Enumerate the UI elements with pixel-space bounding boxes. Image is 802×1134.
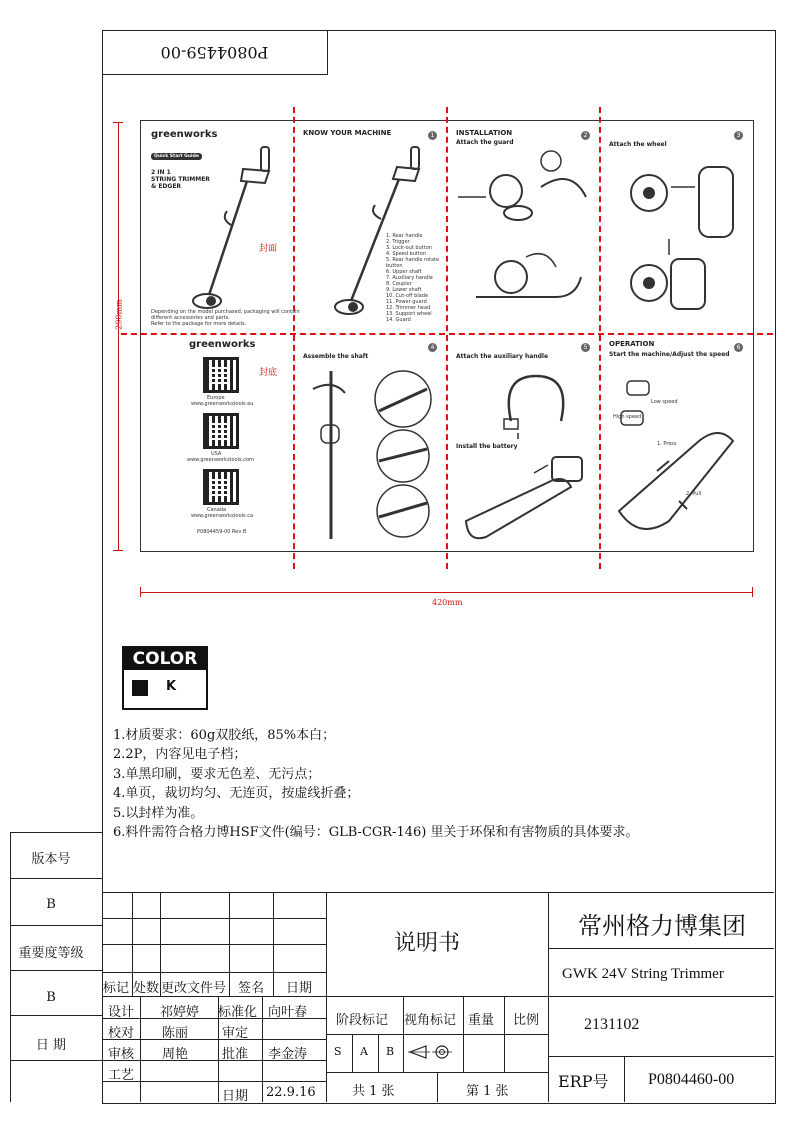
- part-code: P0804459-00: [160, 43, 269, 62]
- tb-top-line: [102, 892, 774, 893]
- product-line-2: STRING TRIMMER: [151, 176, 210, 183]
- part-12: 12. Trimmer head: [386, 305, 431, 311]
- auxiliary-handle-illustration: [456, 361, 591, 441]
- std-name: 向叶春: [268, 1005, 308, 1020]
- part-9: 9. Lower shaft: [386, 287, 422, 293]
- std-label: 标准化: [218, 1005, 258, 1020]
- tb-sign-line-2: [102, 1039, 326, 1040]
- parts-list: [386, 233, 446, 323]
- operation-illustration: [609, 371, 744, 541]
- review-label: 审定: [222, 1026, 249, 1041]
- tb-sign-line-4: [102, 1081, 326, 1082]
- company-name: 常州格力博集团: [578, 912, 746, 940]
- press-label: 1. Press: [657, 441, 677, 447]
- url-europe: www.greenworkstools.eu: [191, 401, 254, 407]
- panel-4-number: 4: [428, 343, 437, 352]
- tb-v-273: [273, 892, 274, 996]
- color-title: COLOR: [124, 648, 206, 670]
- tb-right-line-2: [548, 1056, 774, 1057]
- high-speed-label: High speed: [613, 414, 642, 420]
- url-canada: www.greenworkstools.ca: [191, 513, 254, 519]
- part-10: 10. Cut-off blade: [386, 293, 429, 299]
- install-battery-illustration: [456, 451, 591, 541]
- region-europe: Europe: [207, 395, 225, 401]
- hdr-count: 处数: [133, 981, 160, 996]
- version-label: 版本号: [31, 852, 71, 867]
- dim-tick-bottom: [113, 550, 123, 551]
- stage-label: 阶段标记: [336, 1013, 389, 1028]
- brand-logo: greenworks: [151, 129, 218, 140]
- design-label: 设计: [108, 1005, 135, 1020]
- dim-tick-top: [113, 122, 123, 123]
- width-dimension: 420mm: [432, 598, 463, 607]
- hdr-date: 日期: [286, 981, 313, 996]
- tb-right-line-1: [548, 948, 774, 949]
- product-name: GWK 24V String Trimmer: [562, 966, 724, 982]
- version-value: B: [46, 897, 56, 912]
- fold-line-3: [599, 107, 601, 569]
- stage-mark-s: S: [334, 1045, 342, 1058]
- part-1: 1. Rear handle: [386, 233, 423, 239]
- color-swatch: [132, 680, 148, 696]
- approve-name: 李金涛: [268, 1047, 308, 1062]
- panel-2-number: 2: [581, 131, 590, 140]
- attach-guard-illustration: [456, 147, 591, 327]
- qr-code-canada: [203, 469, 239, 505]
- sheet-number: 第 1 张: [466, 1084, 509, 1099]
- stage-mark-b: B: [386, 1045, 395, 1058]
- back-brand-logo: greenworks: [189, 339, 256, 350]
- note-4: 4.单页，裁切均匀、无连页，按虚线折叠；: [113, 786, 360, 802]
- tb-v-437: [437, 1072, 438, 1102]
- note-5: 5.以封样为准。: [113, 805, 204, 821]
- doc-title: 说明书: [394, 931, 461, 956]
- hdr-change-doc: 更改文件号: [161, 981, 227, 996]
- qr-code-europe: [203, 357, 239, 393]
- scale-label: 比例: [513, 1013, 540, 1028]
- tb-v-352: [352, 1034, 353, 1072]
- panel-1-title: KNOW YOUR MACHINE: [303, 129, 392, 137]
- note-6: 6.料件需符合格力博HSF文件(编号：GLB-CGR-146) 里关于环保和有害物质的具体要求。: [113, 825, 639, 841]
- part-code-box: [102, 30, 328, 75]
- part-13: 13. Support wheel: [386, 311, 432, 317]
- tb-v-140: [140, 996, 141, 1102]
- note-2: 2.2P，内容见电子档；: [113, 747, 247, 763]
- hdr-sign: 签名: [238, 981, 265, 996]
- dim-tick-right: [752, 587, 753, 597]
- disclaimer-line-3: Refer to the package for more details.: [151, 321, 247, 327]
- disclaimer-line-1: Depending on the model purchased, packaging will contain: [151, 309, 300, 315]
- part-8: 8. Coupler: [386, 281, 412, 287]
- total-sheets: 共 1 张: [352, 1084, 395, 1099]
- assemble-shaft-illustration: [303, 361, 438, 541]
- back-label: 封底: [259, 368, 278, 378]
- left-line-5: [10, 1015, 102, 1016]
- left-line-4: [10, 970, 102, 971]
- tb-v-378: [378, 1034, 379, 1072]
- tb-v-548: [548, 892, 549, 1102]
- low-speed-label: Low speed: [651, 399, 678, 405]
- height-dimension-line: [118, 122, 119, 550]
- disclaimer-line-2: different accessories and parts.: [151, 315, 230, 321]
- dim-tick-left: [140, 587, 141, 597]
- weight-label: 重量: [468, 1013, 495, 1028]
- approve-label: 批准: [222, 1047, 249, 1062]
- panel-2-title: INSTALLATION: [456, 129, 513, 137]
- panel-2-subtitle: Attach the guard: [456, 139, 514, 146]
- color-spec-box: [122, 646, 208, 710]
- panel-3-number: 3: [734, 131, 743, 140]
- height-dimension: 290mm: [114, 299, 124, 330]
- width-dimension-line: [140, 592, 752, 593]
- tb-line-996: [102, 996, 774, 997]
- date-value: 22.9.16: [266, 1085, 316, 1100]
- check-label: 校对: [108, 1026, 135, 1041]
- panel-1-number: 1: [428, 131, 437, 140]
- url-usa: www.greenworkstools.com: [187, 457, 254, 463]
- color-value: K: [166, 679, 177, 694]
- note-1: 1.材质要求：60g双胶纸，85%本白；: [113, 728, 336, 743]
- stage-mark-a: A: [360, 1045, 368, 1058]
- region-usa: USA: [211, 451, 222, 457]
- projection-symbol-icon: [408, 1042, 462, 1062]
- panel-5-number: 5: [581, 343, 590, 352]
- note-3: 3.单黑印刷，要求无色差、无污点；: [113, 766, 321, 782]
- left-line-6: [10, 1060, 102, 1061]
- erp-label: ERP号: [558, 1072, 609, 1091]
- audit-label: 审核: [108, 1047, 135, 1062]
- part-3: 3. Lock-out button: [386, 245, 432, 251]
- back-code: P0804459-00 Rev B: [197, 529, 247, 535]
- craft-label: 工艺: [108, 1068, 135, 1083]
- product-line-3: & EDGER: [151, 183, 182, 190]
- part-4: 4. Speed button: [386, 251, 427, 257]
- requirements-notes: [113, 726, 638, 842]
- date-label-left: 日 期: [35, 1038, 67, 1053]
- tb-v-262: [262, 996, 263, 1102]
- attach-wheel-illustration: [609, 147, 744, 327]
- tb-v-624: [624, 1056, 625, 1102]
- fold-line-horizontal: [121, 333, 773, 335]
- part-2: 2. Trigger: [386, 239, 410, 245]
- pull-label: 2. Pull: [686, 491, 702, 497]
- part-6: 6. Upper shaft: [386, 269, 422, 275]
- date-label: 日期: [222, 1089, 249, 1104]
- tb-v-326: [326, 892, 327, 1102]
- panel-6-title: OPERATION: [609, 340, 655, 348]
- cover-label: 封面: [259, 244, 278, 254]
- panel-5-subtitle: Attach the auxiliary handle: [456, 353, 549, 360]
- left-line-3: [10, 925, 102, 926]
- left-line-2: [10, 878, 102, 879]
- trimmer-illustration-cover: [181, 135, 271, 315]
- design-name: 祁婷婷: [160, 1005, 200, 1020]
- panel-6-number: 6: [734, 343, 743, 352]
- left-column-border: [10, 832, 11, 1102]
- erp-value: P0804460-00: [648, 1071, 735, 1088]
- manual-layout-sheet: [140, 120, 754, 552]
- tb-rev-line-3: [102, 972, 326, 973]
- region-canada: Canada: [207, 507, 227, 513]
- part-number: 2131102: [584, 1016, 640, 1033]
- tb-rev-line-1: [102, 918, 326, 919]
- tb-mid-line-1: [326, 1034, 548, 1035]
- part-7: 7. Auxiliary handle: [386, 275, 433, 281]
- tb-v-229: [229, 892, 230, 996]
- qr-code-usa: [203, 413, 239, 449]
- fold-line-1: [293, 107, 295, 569]
- quick-start-badge: Quick Start Guide: [151, 153, 202, 160]
- product-line-1: 2 IN 1: [151, 169, 171, 176]
- importance-value: B: [46, 990, 56, 1005]
- audit-name: 周艳: [162, 1047, 189, 1062]
- tb-rev-line-2: [102, 944, 326, 945]
- left-line-1: [10, 832, 102, 833]
- panel-4-subtitle: Assemble the shaft: [303, 353, 369, 360]
- panel-6-subtitle: Start the machine/Adjust the speed: [609, 351, 730, 358]
- part-5: 5. Rear handle rotate button: [386, 257, 440, 269]
- hdr-mark: 标记: [103, 981, 130, 996]
- view-label: 视角标记: [404, 1013, 457, 1028]
- panel-3-subtitle: Attach the wheel: [609, 141, 667, 148]
- part-11: 11. Power guard: [386, 299, 427, 305]
- importance-label: 重要度等级: [18, 946, 84, 961]
- part-14: 14. Guard: [386, 317, 411, 323]
- color-value-row: [124, 670, 206, 708]
- check-name: 陈丽: [162, 1026, 189, 1041]
- install-battery-label: Install the battery: [456, 443, 518, 450]
- fold-line-2: [446, 107, 448, 569]
